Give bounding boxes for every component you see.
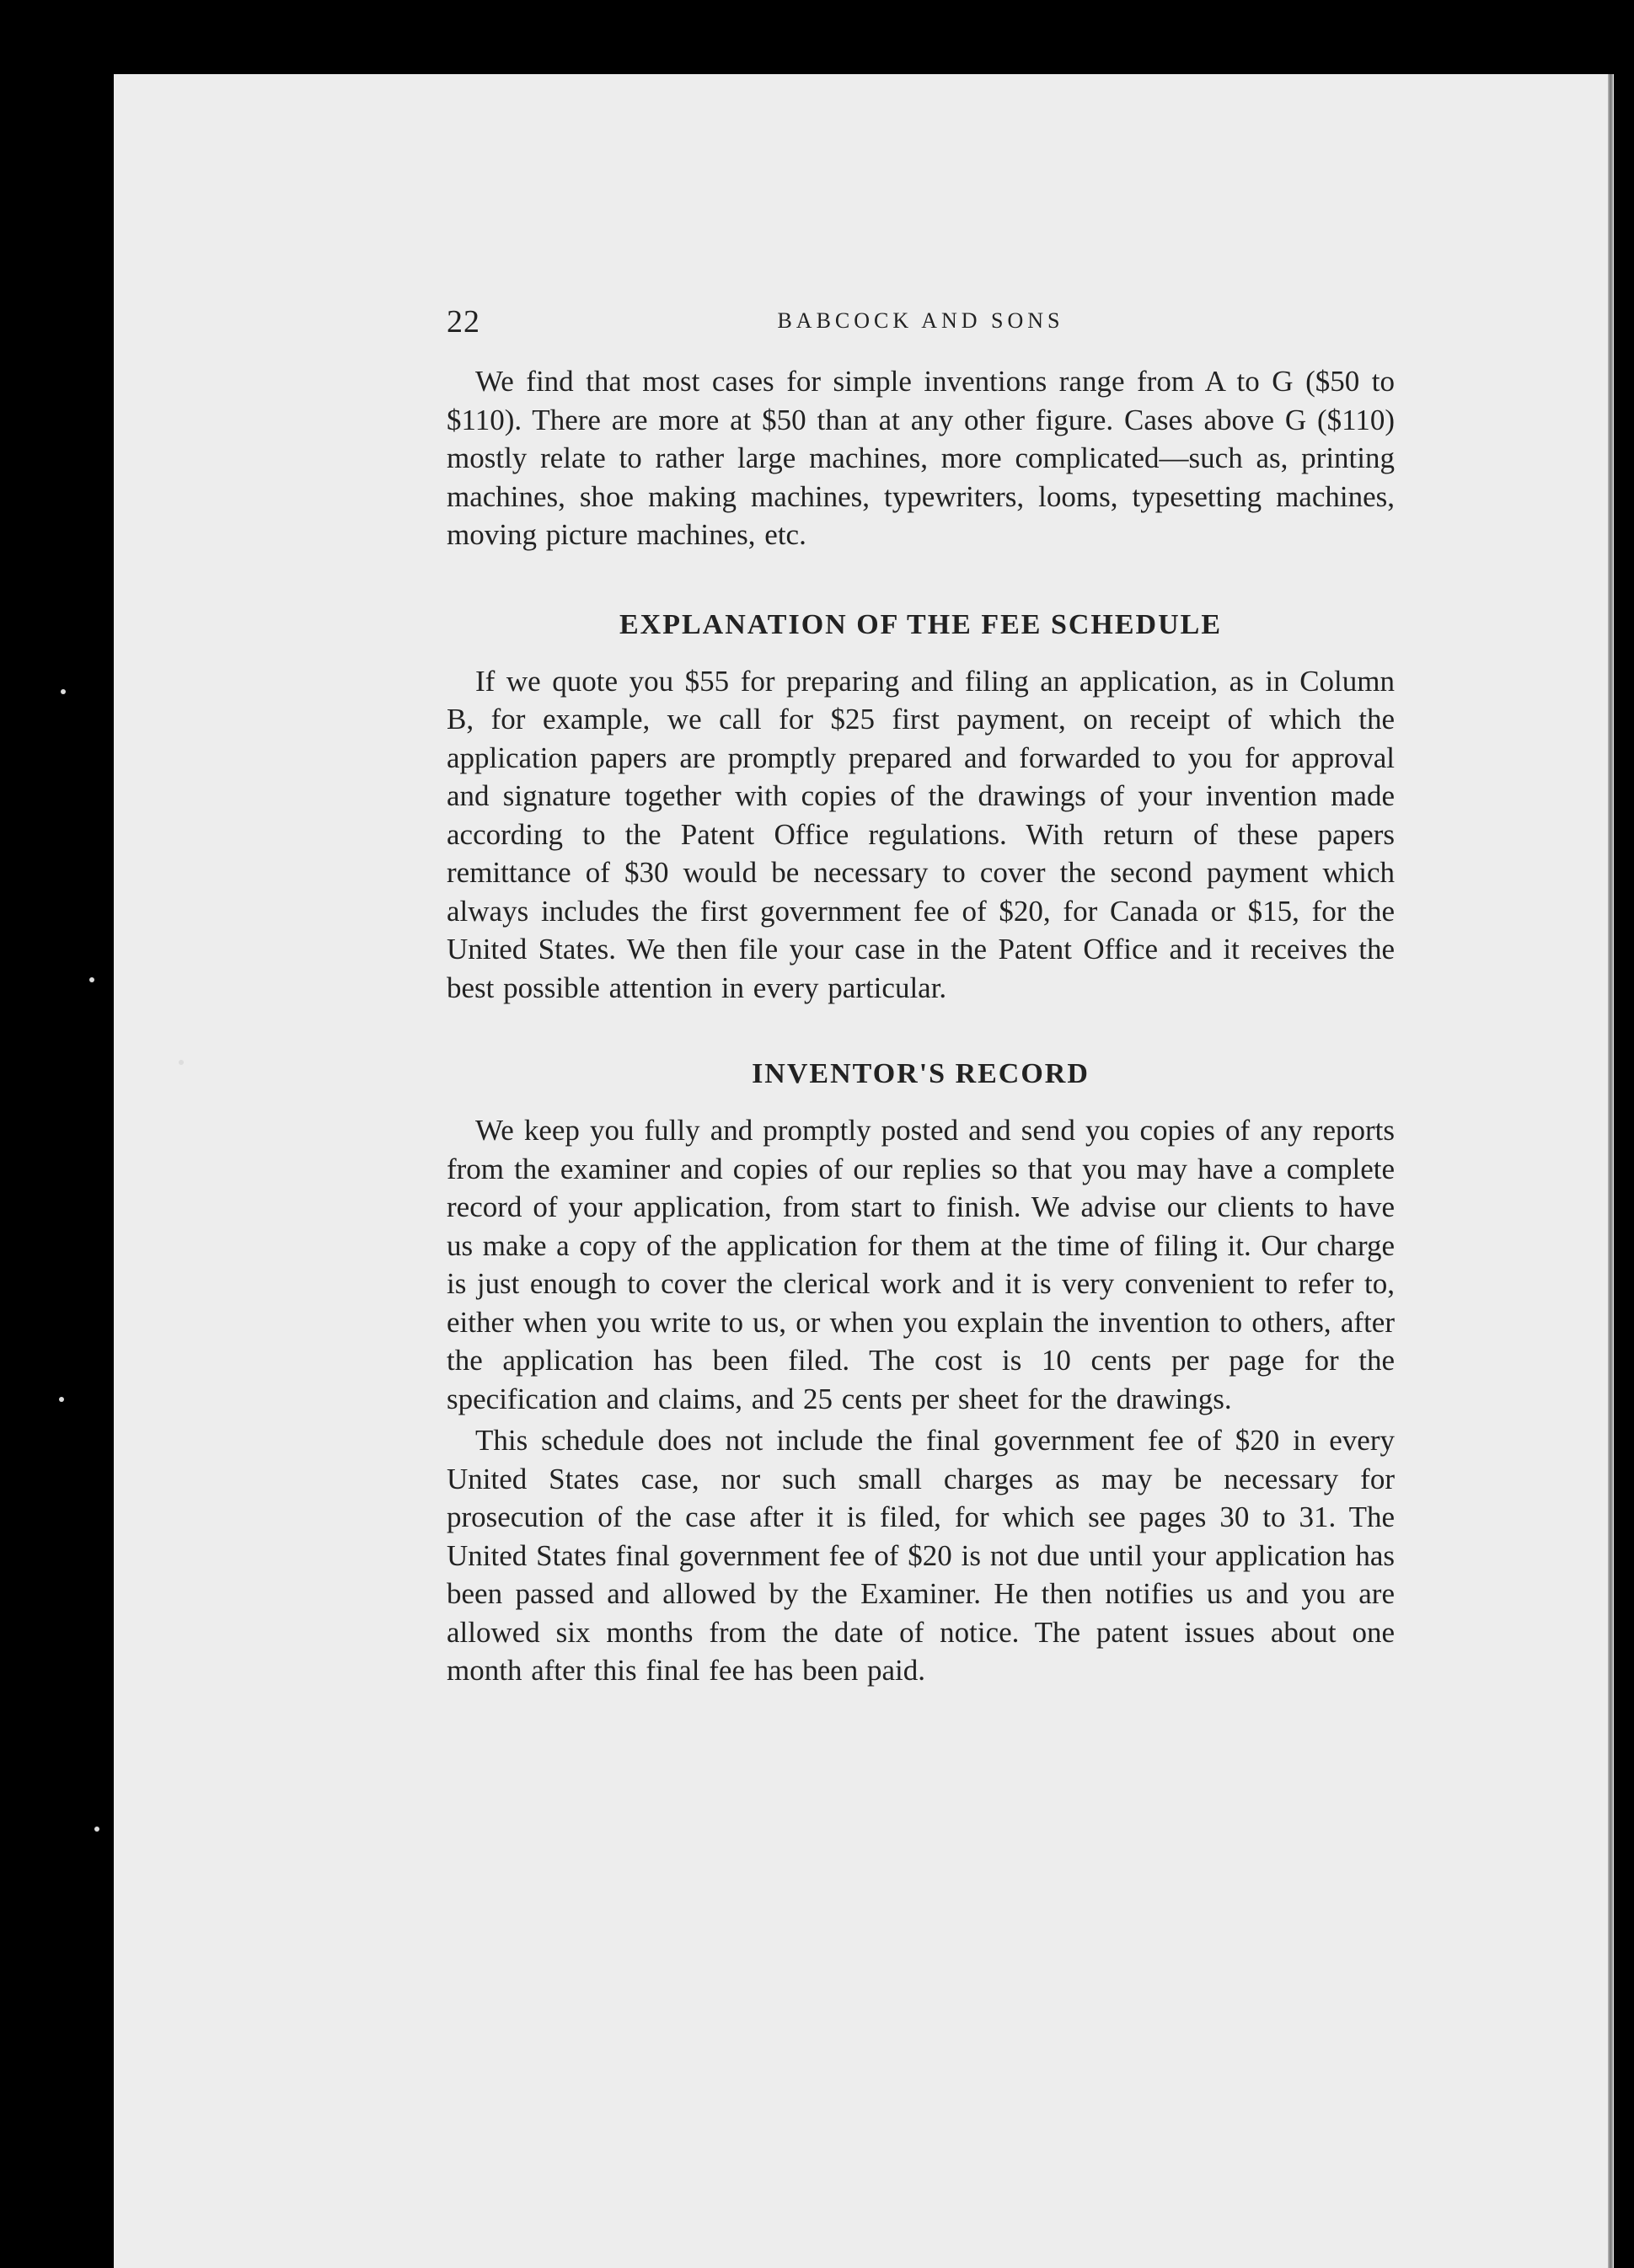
running-head-title: BABCOCK AND SONS (777, 308, 1064, 333)
scan-speck (61, 689, 66, 694)
running-head (447, 303, 1395, 345)
page-number: 22 (447, 304, 480, 340)
intro-paragraph: We find that most cases for simple inventions range from A to G ($50 to $110). There are more at $50 than at any other figure. Cases above G ($110) mostly relate to rather large machines, more complicated—such as, printing machines, shoe making machines, typewriters, looms, typesetting machines, moving picture machines, etc. (447, 365, 1395, 551)
page-edge (1608, 74, 1613, 2268)
page-content (447, 303, 1395, 1690)
inventors-record-paragraph-2: This schedule does not include the final government fee of $20 in every United States case, nor such small charges as may be necessary for prosecution of the case after it is filed, for which see pages 30 to 31. The United States final government fee of $20 is not due until your application has been passed and allowed by the Examiner. He then notifies us and you are allowed six months from the date of notice. The patent issues about one month after this final fee has been paid. (447, 1424, 1395, 1687)
scan-speck (59, 1397, 64, 1402)
inventors-record-heading: INVENTOR'S RECORD (752, 1058, 1090, 1089)
fee-schedule-paragraph: If we quote you $55 for preparing and filing an application, as in Column B, for example, we call for $25 first payment, on receipt of which the application papers are promptly prepared and forwarded to you for approval and signature together with copies of the drawings of your invention made according to the Patent Office regulations. With return of these papers remittance of $30 would be necessary to cover the second payment which always includes the first government fee of $20, for Canada or $15, for the United States. We then file your case in the Patent Office and it receives the best possible attention in every particular. (447, 664, 1395, 1004)
fee-schedule-heading: EXPLANATION OF THE FEE SCHEDULE (619, 608, 1223, 640)
scan-speck (89, 977, 94, 982)
inventors-record-paragraph-1: We keep you fully and promptly posted and send you copies of any reports from the examiner and copies of our replies so that you may have a complete record of your application, from start to finish. We advise our clients to have us make a copy of the application for them at the time of filing it. Our charge is just enough to cover the clerical work and it is very convenient to refer to, either when you write to us, or when you explain the invention to others, after the application has been filed. The cost is 10 cents per page for the specification and claims, and 25 cents per sheet for the drawings. (447, 1114, 1395, 1415)
scan-speck (94, 1827, 99, 1832)
scan-speck (179, 1060, 184, 1065)
